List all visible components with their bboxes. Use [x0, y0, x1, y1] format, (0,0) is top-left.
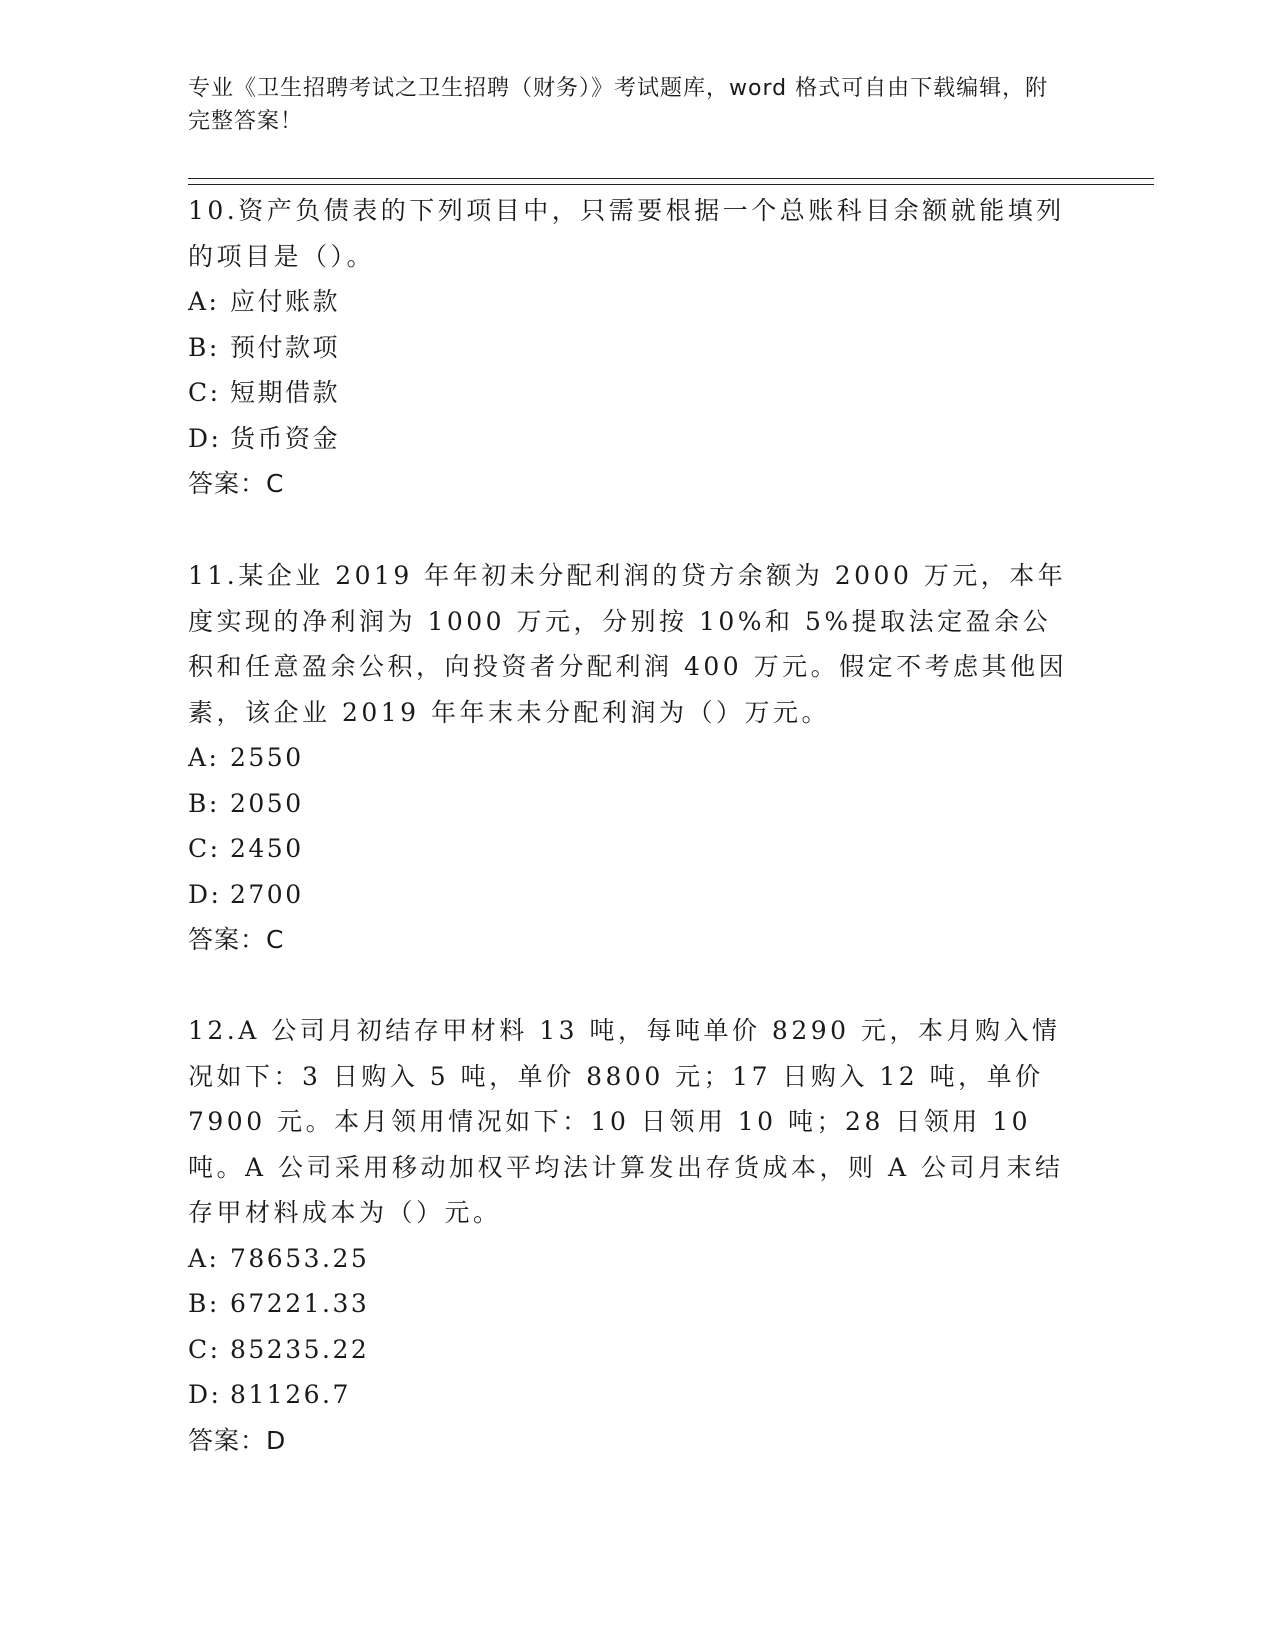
option-label: A:: [188, 743, 220, 772]
option-c: [188, 826, 1078, 872]
option-text: 85235.22: [230, 1334, 370, 1364]
option-label: B:: [188, 788, 220, 818]
option-text: 2550: [230, 743, 304, 772]
option-d: [188, 416, 1078, 462]
option-label: B:: [188, 1289, 220, 1318]
option-text: 2050: [230, 788, 304, 818]
option-d: [188, 872, 1078, 918]
option-text: 2450: [230, 834, 304, 863]
option-label: D:: [188, 1380, 222, 1409]
option-b: [188, 1281, 1078, 1327]
option-label: C:: [188, 378, 221, 407]
option-label: A:: [188, 287, 220, 316]
option-text: 81126.7: [230, 1380, 351, 1409]
option-a: [188, 1236, 1078, 1282]
option-label: D:: [188, 879, 222, 909]
header-divider-top: [188, 178, 1154, 179]
option-text: 2700: [230, 879, 304, 909]
option-b: [188, 781, 1078, 827]
option-d: [188, 1372, 1078, 1418]
answer: 答案：C: [188, 469, 285, 498]
option-c: [188, 1327, 1078, 1373]
question-11: [188, 553, 1078, 963]
option-text: 预付款项: [230, 332, 341, 362]
option-b: [188, 325, 1078, 371]
answer: 答案：D: [188, 1425, 287, 1455]
question-stem: 12.A 公司月初结存甲材料 13 吨，每吨单价 8290 元，本月购入情况如下：3 日购入 5 吨，单价 8800 元；17 日购入 12 吨，单价 7900 元。本月领用情况如下：10 日领用 10 吨；28 日领用 10 吨。A 公司采用移动加权平均法计算发出存货成本，则 A 公司月末结存甲材料成本为（）元。: [188, 1016, 1064, 1227]
question-stem: 11.某企业 2019 年年初未分配利润的贷方余额为 2000 万元，本年度实现的净利润为 1000 万元，分别按 10%和 5%提取法定盈余公积和任意盈余公积，向投资者分配利润 400 万元。假定不考虑其他因素，该企业 2019 年年末未分配利润为（）万元。: [188, 561, 1068, 727]
option-label: C:: [188, 1334, 221, 1364]
option-label: C:: [188, 834, 221, 863]
option-text: 货币资金: [230, 423, 341, 453]
option-text: 67221.33: [230, 1289, 370, 1318]
option-text: 78653.25: [230, 1243, 370, 1273]
question-stem: 10.资产负债表的下列项目中，只需要根据一个总账科目余额就能填列的项目是（）。: [188, 196, 1065, 271]
option-label: A:: [188, 1243, 220, 1273]
option-label: D:: [188, 423, 222, 453]
question-10: [188, 188, 1078, 507]
option-c: [188, 370, 1078, 416]
option-a: [188, 735, 1078, 781]
option-a: [188, 279, 1078, 325]
option-label: B:: [188, 332, 220, 362]
document-header: 专业《卫生招聘考试之卫生招聘（财务）》考试题库，word 格式可自由下载编辑，附完整答案！: [188, 76, 1049, 134]
answer: 答案：C: [188, 925, 285, 954]
header-divider-bottom: [188, 184, 1154, 185]
option-text: 应付账款: [230, 287, 341, 316]
question-12: [188, 1008, 1078, 1463]
option-text: 短期借款: [230, 378, 341, 407]
